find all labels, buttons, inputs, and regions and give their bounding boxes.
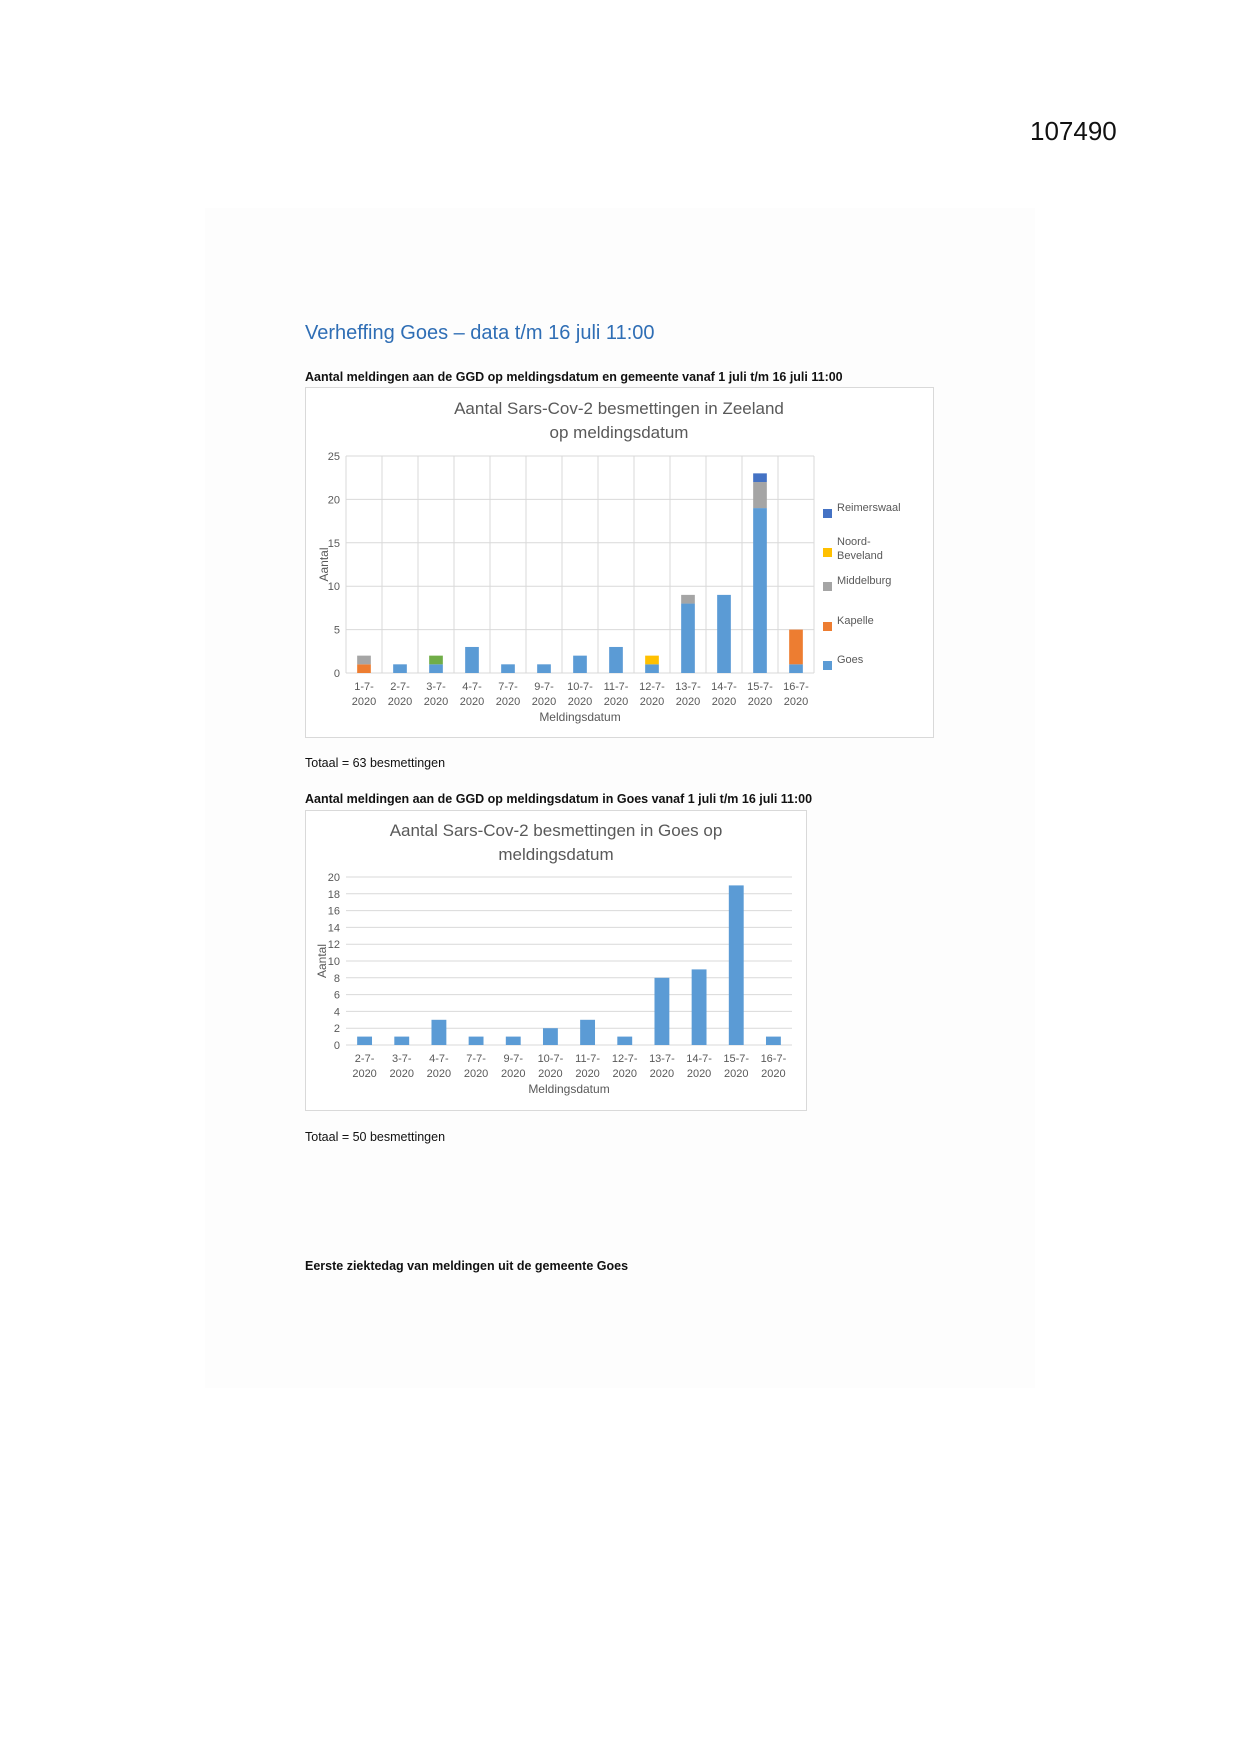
x-tick-label: 7-7-: [498, 681, 518, 693]
chart1-container: [305, 387, 934, 738]
x-tick-label: 2020: [686, 1068, 712, 1080]
chart2-total: Totaal = 50 besmettingen: [305, 1130, 446, 1144]
bar-series: [654, 978, 669, 1045]
y-tick-label: 18: [327, 888, 340, 901]
x-tick-label: 2020: [649, 1068, 675, 1080]
x-tick-label: 2020: [426, 1068, 452, 1080]
x-tick-label: 2020: [495, 696, 521, 708]
page-title: Verheffing Goes – data t/m 16 juli 11:00: [305, 322, 655, 344]
x-tick-label: 2020: [389, 1068, 414, 1080]
x-tick-label: 4-7-: [429, 1053, 449, 1065]
x-tick-label: 2020: [351, 696, 377, 708]
x-tick-label: 2020: [724, 1068, 749, 1080]
bar-middelburg: [357, 656, 371, 665]
x-tick-label: 11-7-: [603, 681, 629, 693]
bar-series: [729, 885, 744, 1045]
x-tick-label: 13-7-: [649, 1053, 675, 1065]
y-tick-label: 20: [327, 494, 340, 507]
bar-goes: [393, 664, 407, 673]
x-tick-label: 3-7-: [391, 1053, 412, 1065]
x-tick-label: 16-7-: [783, 681, 809, 693]
bar-goes: [753, 508, 767, 673]
x-tick-label: 2020: [711, 696, 737, 708]
bar-series: [580, 1020, 595, 1045]
bar-goes: [465, 647, 479, 673]
x-tick-label: 2020: [761, 1068, 786, 1080]
bar-series: [429, 656, 443, 665]
x-tick-label: 1-7-: [354, 681, 374, 693]
x-axis-label: Meldingsdatum: [528, 1082, 610, 1096]
chart1-svg: [306, 388, 933, 737]
x-tick-label: 9-7-: [534, 681, 554, 693]
x-tick-label: 2020: [538, 1068, 563, 1080]
x-tick-label: 2020: [459, 696, 485, 708]
x-tick-label: 15-7-: [747, 681, 773, 693]
y-axis-label: Aantal: [315, 943, 329, 979]
chart2-svg: [306, 811, 806, 1110]
x-tick-label: 2020: [463, 1068, 489, 1080]
x-tick-label: 16-7-: [760, 1053, 787, 1065]
chart-title: Aantal Sars-Cov-2 besmettingen in Goes op: [389, 821, 723, 840]
bar-goes: [501, 664, 515, 673]
bar-goes: [609, 647, 623, 673]
legend-label: Kapelle: [837, 615, 874, 627]
x-tick-label: 14-7-: [686, 1053, 712, 1065]
x-tick-label: 2020: [387, 696, 413, 708]
legend-swatch: [823, 622, 832, 631]
y-tick-label: 14: [327, 922, 340, 935]
bar-series: [394, 1037, 409, 1045]
x-tick-label: 11-7-: [575, 1053, 601, 1065]
x-tick-label: 2020: [675, 696, 701, 708]
bar-goes: [717, 595, 731, 673]
chart1-total: Totaal = 63 besmettingen: [305, 756, 446, 770]
y-tick-label: 2: [333, 1023, 340, 1036]
x-tick-label: 12-7-: [611, 1053, 638, 1065]
y-tick-label: 20: [327, 872, 340, 884]
x-tick-label: 2020: [423, 696, 449, 708]
x-tick-label: 4-7-: [462, 681, 482, 693]
bar-goes: [537, 664, 551, 673]
bar-goes: [573, 656, 587, 673]
x-tick-label: 9-7-: [503, 1053, 524, 1065]
chart1-caption: Aantal meldingen aan de GGD op meldingsdatum en gemeente vanaf 1 juli t/m 16 juli 11:00: [305, 370, 843, 384]
x-tick-label: 13-7-: [675, 681, 701, 693]
x-tick-label: 2020: [531, 696, 557, 708]
bar-reimerswaal: [753, 473, 767, 482]
x-tick-label: 3-7-: [426, 681, 446, 693]
bar-series: [692, 969, 707, 1045]
bar-middelburg: [753, 482, 767, 508]
legend-label: Middelburg: [837, 575, 892, 587]
x-tick-label: 10-7-: [537, 1053, 564, 1065]
chart-title: Aantal Sars-Cov-2 besmettingen in Zeeland: [454, 399, 784, 418]
bar-kapelle: [789, 630, 803, 665]
x-tick-label: 2020: [612, 1068, 637, 1080]
x-tick-label: 2020: [747, 696, 773, 708]
y-tick-label: 5: [333, 624, 340, 637]
bar-series: [431, 1020, 446, 1045]
x-tick-label: 14-7-: [711, 681, 737, 693]
y-tick-label: 0: [333, 668, 340, 680]
y-tick-label: 15: [327, 537, 340, 550]
section-caption: Eerste ziektedag van meldingen uit de gemeente Goes: [305, 1259, 629, 1273]
document-id: 107490: [1030, 116, 1117, 146]
chart2-container: [305, 810, 807, 1111]
x-tick-label: 2020: [352, 1068, 377, 1080]
x-tick-label: 2020: [639, 696, 665, 708]
y-tick-label: 8: [333, 972, 340, 985]
chart2-caption: Aantal meldingen aan de GGD op meldingsdatum in Goes vanaf 1 juli t/m 16 juli 11:00: [305, 792, 813, 806]
y-tick-label: 6: [333, 989, 340, 1002]
legend-label: Noord-: [837, 536, 871, 548]
x-tick-label: 15-7-: [723, 1053, 750, 1065]
legend-swatch: [823, 509, 832, 518]
chart-title: meldingsdatum: [498, 845, 614, 864]
y-tick-label: 0: [333, 1040, 340, 1052]
legend-label: Goes: [837, 654, 864, 666]
x-tick-label: 2020: [603, 696, 629, 708]
y-tick-label: 16: [327, 905, 340, 918]
y-tick-label: 25: [327, 451, 340, 463]
bar-series: [617, 1037, 632, 1045]
x-tick-label: 10-7-: [567, 681, 593, 693]
bar-series: [543, 1028, 558, 1045]
x-tick-label: 2-7-: [390, 681, 410, 693]
y-tick-label: 10: [327, 956, 340, 968]
legend-swatch: [823, 582, 832, 591]
y-tick-label: 4: [333, 1006, 340, 1019]
y-tick-label: 12: [327, 939, 340, 952]
bar-series: [469, 1037, 484, 1045]
x-tick-label: 12-7-: [639, 681, 665, 693]
x-tick-label: 2020: [783, 696, 809, 708]
bar-middelburg: [681, 595, 695, 604]
bar-goes: [681, 604, 695, 673]
chart-title: op meldingsdatum: [549, 423, 689, 442]
bar-goes: [789, 664, 803, 673]
legend-swatch: [823, 548, 832, 557]
legend-label: Reimerswaal: [837, 502, 901, 514]
y-axis-label: Aantal: [317, 547, 331, 582]
bar-goes: [645, 664, 659, 673]
x-tick-label: 2020: [567, 696, 593, 708]
legend-label: Beveland: [837, 550, 883, 562]
x-axis-label: Meldingsdatum: [539, 710, 621, 724]
x-tick-label: 2020: [575, 1068, 600, 1080]
bar-series: [506, 1037, 521, 1045]
x-tick-label: 2-7-: [354, 1053, 375, 1065]
x-tick-label: 2020: [501, 1068, 526, 1080]
bar-series: [766, 1037, 781, 1045]
bar-series: [357, 1037, 372, 1045]
bar-kapelle: [357, 664, 371, 673]
x-tick-label: 7-7-: [466, 1053, 486, 1065]
y-tick-label: 10: [327, 581, 340, 594]
legend-swatch: [823, 661, 832, 670]
bar-goes: [429, 664, 443, 673]
bar-noord-beveland: [645, 656, 659, 665]
